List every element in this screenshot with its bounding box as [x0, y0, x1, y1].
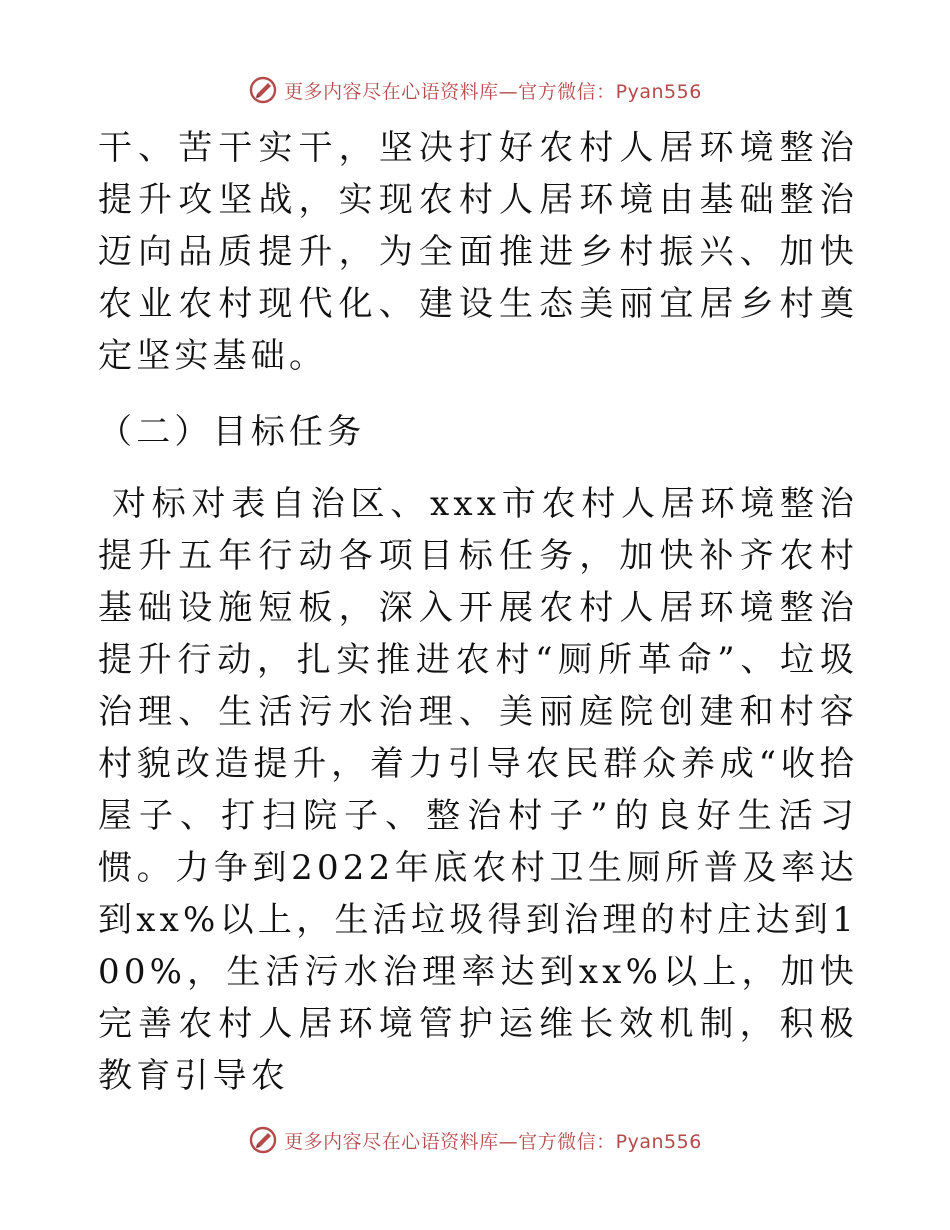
watermark-text: 更多内容尽在心语资料库—官方微信：Pyan556 [284, 1130, 702, 1153]
paragraph-1: 干、苦干实干，坚决打好农村人居环境整治提升攻坚战，实现农村人居环境由基础整治迈向品质提升，为全面推进乡村振兴、加快农业农村现代化、建设生态美丽宜居乡村奠定坚实基础。 [98, 128, 858, 376]
document-body [98, 122, 858, 1102]
watermark-text: 更多内容尽在心语资料库—官方微信：Pyan556 [284, 80, 702, 103]
header-watermark [0, 70, 950, 110]
paragraph-2: 对标对表自治区、xxx市农村人居环境整治提升五年行动各项目标任务，加快补齐农村基础设施短板，深入开展农村人居环境整治提升行动，扎实推进农村“厕所革命”、垃圾治理、生活污水治理、美丽庭院创建和村容村貌改造提升，着力引导农民群众养成“收拾屋子、打扫院子、整治村子”的良好生活习惯。力争到2022年底农村卫生厕所普及率达到xx%以上，生活垃圾得到治理的村庄达到100%，生活污水治理率达到xx%以上，加快完善农村人居环境管护运维长效机制，积极教育引导农 [98, 484, 858, 1096]
footer-watermark [0, 1120, 950, 1160]
section-heading: （二）目标任务 [98, 412, 366, 452]
logo-icon [248, 1125, 278, 1155]
logo-icon [248, 75, 278, 105]
